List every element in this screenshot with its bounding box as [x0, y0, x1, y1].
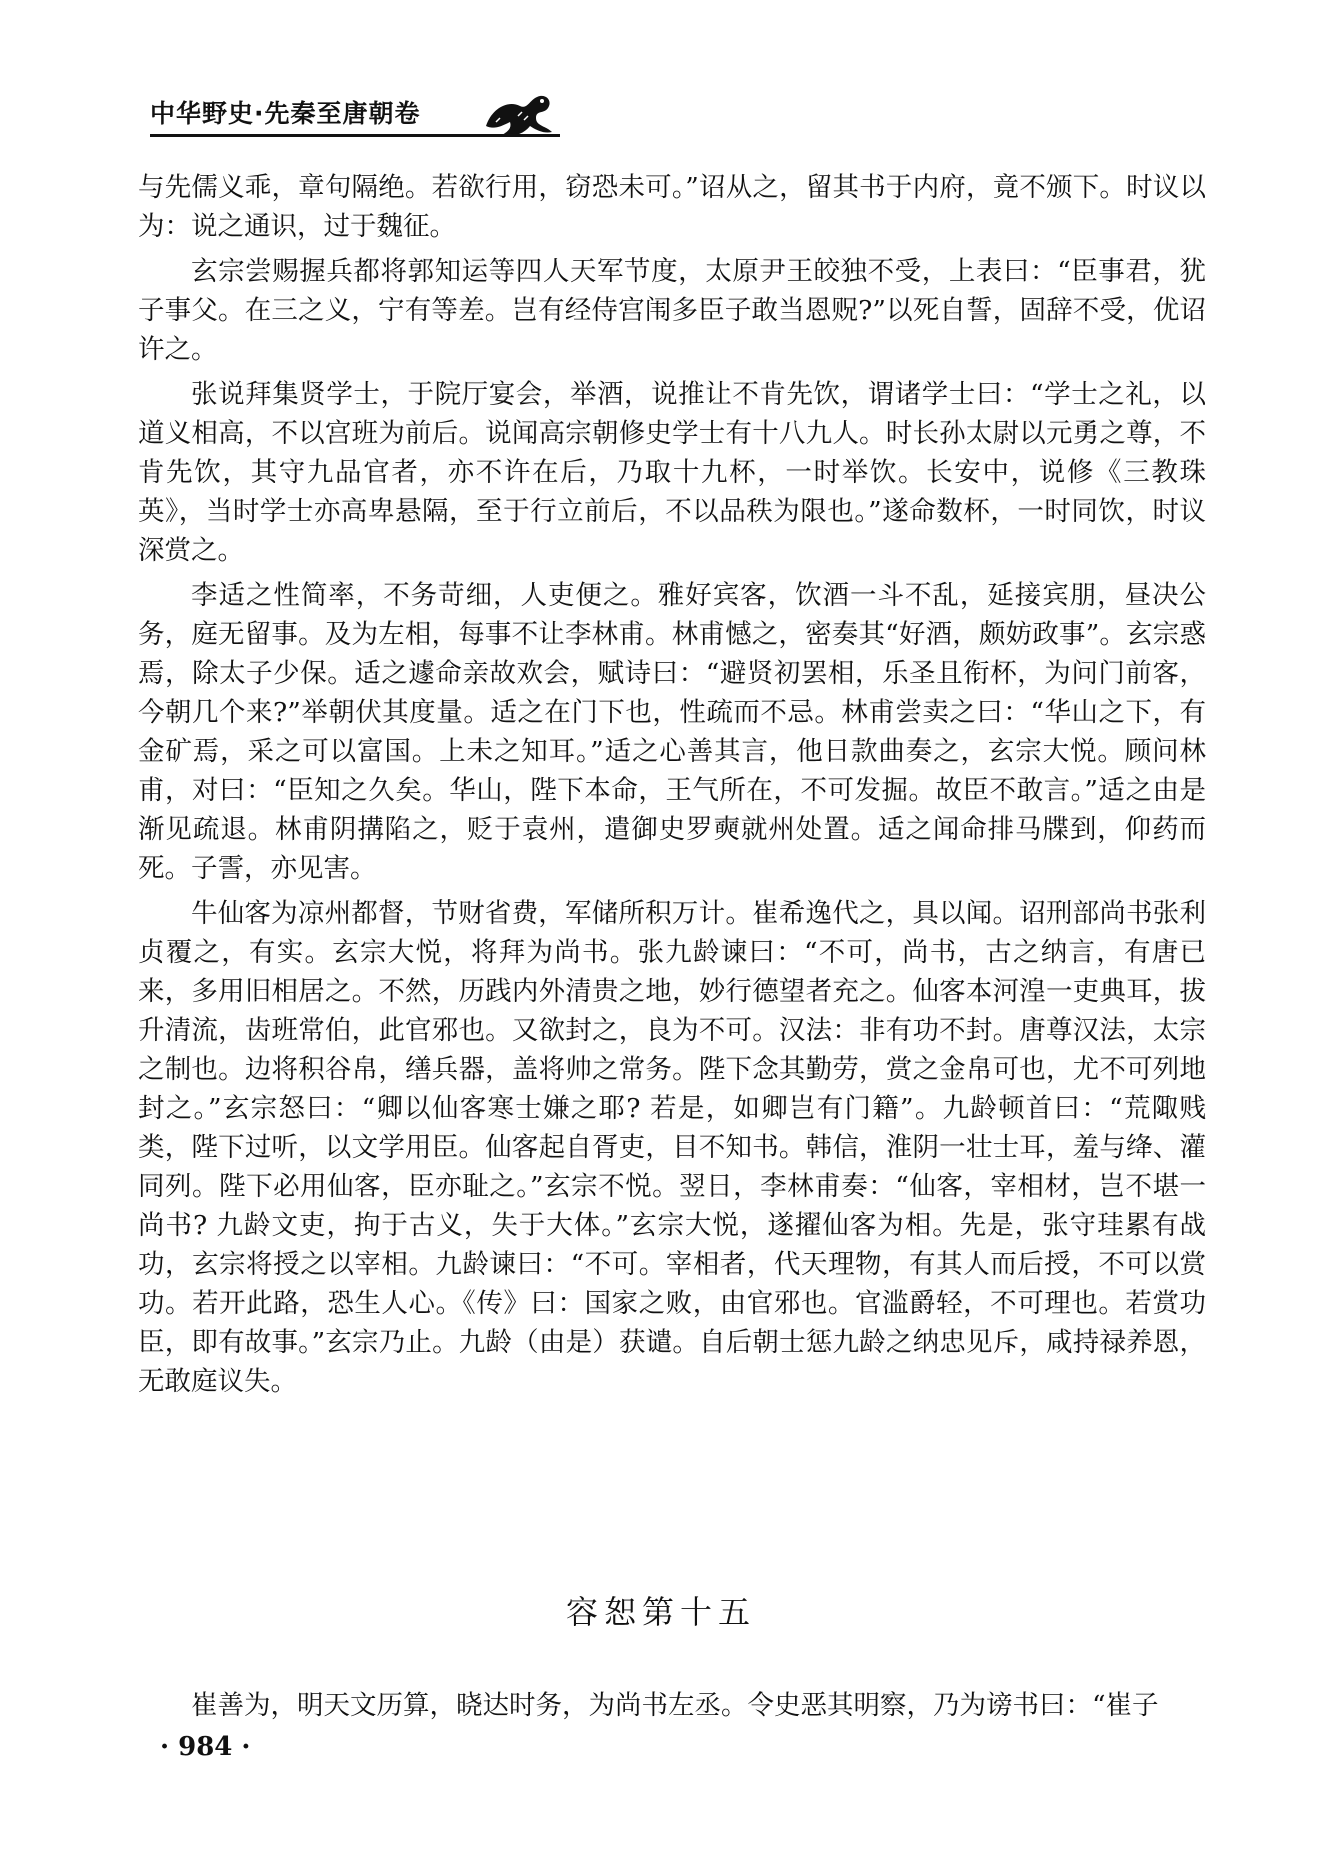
paragraph: 李适之性简率，不务苛细，人吏便之。雅好宾客，饮酒一斗不乱，延接宾朋，昼决公务，庭无留事。及为左相，每事不让李林甫。林甫憾之，密奏其“好酒，颇妨政事”。玄宗惑焉，除太子少保。适之遽命亲故欢会，赋诗曰：“避贤初罢相，乐圣且衔杯，为问门前客，今朝几个来?”举朝伏其度量。适之在门下也，性疏而不忌。林甫尝卖之曰：“华山之下，有金矿焉，采之可以富国。上未之知耳。”适之心善其言，他日款曲奏之，玄宗大悦。顾问林甫，对曰：“臣知之久矣。华山，陛下本命，王气所在，不可发掘。故臣不敢言。”适之由是渐见疏退。林甫阴搆陷之，贬于袁州，遣御史罗奭就州处置。适之闻命排马牒到，仰药而死。子霅，亦见害。 [138, 580, 1206, 884]
paragraph: 张说拜集贤学士，于院厅宴会，举酒，说推让不肯先饮，谓诸学士曰：“学士之礼，以道义相高，不以宫班为前后。说闻高宗朝修史学士有十八九人。时长孙太尉以元勇之尊，不肯先饮，其守九品官者，亦不许在后，乃取十九杯，一时举饮。长安中，说修《三教珠英》，当时学士亦高卑悬隔，至于行立前后，不以品秩为限也。”遂命数杯，一时同饮，时议深赏之。 [138, 379, 1206, 566]
paragraph: 崔善为，明天文历算，晓达时务，为尚书左丞。令史恶其明察，乃为谤书曰：“崔子 [191, 1690, 1159, 1721]
paragraph: 牛仙客为凉州都督，节财省费，军储所积万计。崔希逸代之，具以闻。诏刑部尚书张利贞覆之，有实。玄宗大悦，将拜为尚书。张九龄谏曰：“不可，尚书，古之纳言，有唐已来，多用旧相居之。不然，历践内外清贵之地，妙行德望者充之。仙客本河湟一吏典耳，拔升清流，齿班常伯，此官邪也。又欲封之，良为不可。汉法：非有功不封。唐尊汉法，太宗之制也。边将积谷帛，缮兵器，盖将帅之常务。陛下念其勤劳，赏之金帛可也，尤不可列地封之。”玄宗怒曰：“卿以仙客寒士嫌之耶? 若是，如卿岂有门籍”。九龄顿首曰：“荒陬贱类，陛下过听，以文学用臣。仙客起自胥吏，目不知书。韩信，淮阴一壮士耳，羞与绛、灌同列。陛下必用仙客，臣亦耻之。”玄宗不悦。翌日，李林甫奏：“仙客，宰相材，岂不堪一尚书? 九龄文吏，拘于古义，失于大体。”玄宗大悦，遂擢仙客为相。先是，张守珪累有战功，玄宗将授之以宰相。九龄谏曰：“不可。宰相者，代天理物，有其人而后授，不可以赏功。若开此路，恐生人心。《传》曰：国家之败，由官邪也。官滥爵轻，不可理也。若赏功臣，即有故事。”玄宗乃止。九龄（由是）获谴。自后朝士惩九龄之纳忠见斥，咸持禄养恩，无敢庭议失。 [138, 898, 1206, 1397]
running-header [150, 86, 560, 146]
page-number: · 984 · [160, 1732, 251, 1762]
header-rule [150, 134, 560, 137]
paragraph: 玄宗尝赐握兵都将郭知运等四人天军节度，太原尹王皎独不受，上表曰：“臣事君，犹子事父。在三之义，宁有等差。岂有经侍宫闱多臣子敢当恩贶?”以死自誓，固辞不受，优诏许之。 [138, 256, 1206, 365]
section-title: 容恕第十五 [565, 1593, 756, 1631]
body-text [138, 168, 1206, 1407]
book-title: 中华野史·先秦至唐朝卷 [150, 99, 421, 128]
paragraph: 与先儒义乖，章句隔绝。若欲行用，窃恐未可。”诏从之，留其书于内府，竟不颁下。时议以为：说之通识，过于魏征。 [138, 172, 1206, 242]
